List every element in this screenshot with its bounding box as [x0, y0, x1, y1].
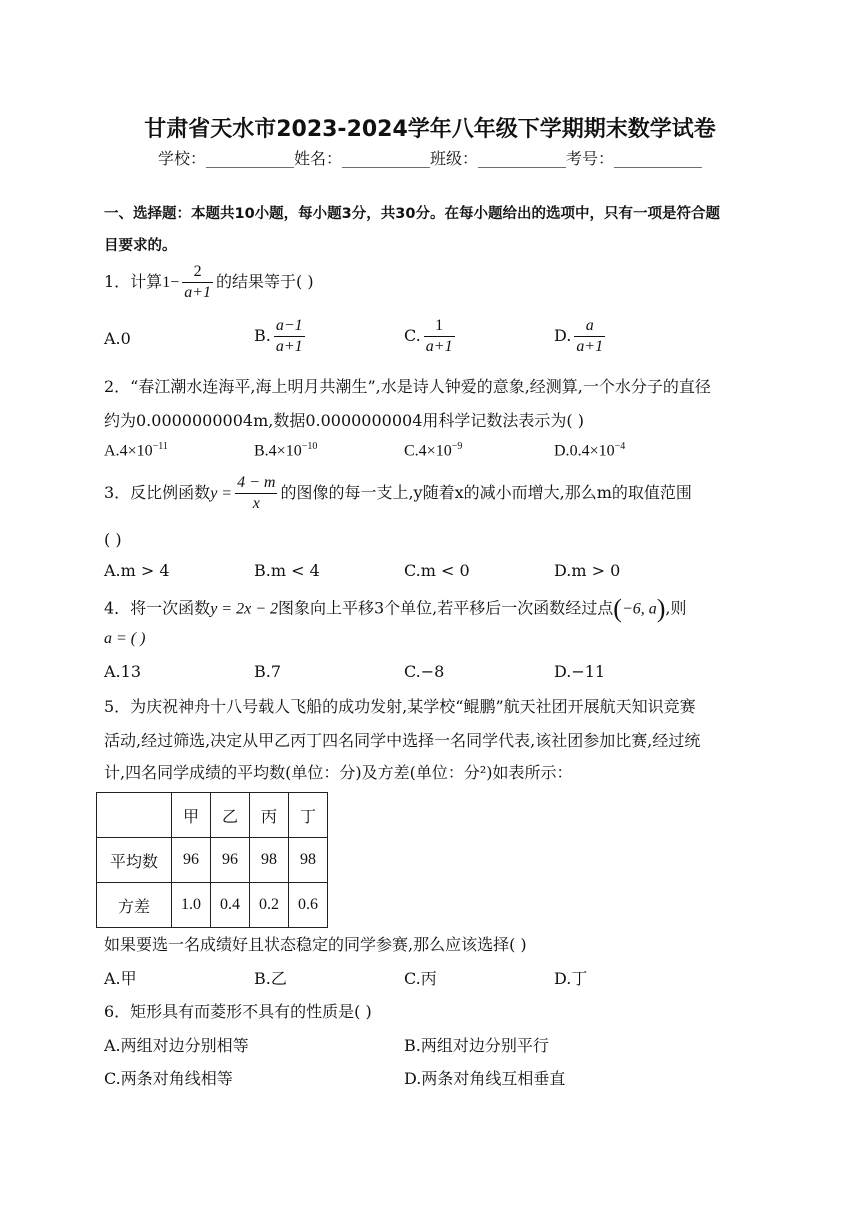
- q2-option-c: [404, 441, 462, 460]
- table-cell: 96: [211, 838, 250, 883]
- table-header-cell: 甲: [172, 793, 211, 838]
- q4-function: y = 2x − 2: [210, 600, 278, 618]
- q3-fraction-num: 4 − m: [235, 473, 277, 494]
- table-header-cell: 丙: [250, 793, 289, 838]
- table-header-row: [97, 793, 328, 838]
- q2-option-c-base: 4×10: [418, 442, 452, 460]
- q2-option-d-exp: −4: [614, 441, 626, 452]
- q2-option-a-exp: −11: [152, 441, 168, 452]
- question-5-prompt: 如果要选一名成绩好且状态稳定的同学参赛,那么应该选择( ): [104, 935, 527, 954]
- q6-option-a: A.两组对边分别相等: [104, 1036, 249, 1055]
- q1-option-d-den: a+1: [576, 338, 604, 355]
- q1-fraction-den: a+1: [184, 284, 212, 301]
- q3-fraction-den: x: [252, 495, 260, 512]
- student-info-line: 学校：___________姓名：___________班级：___________考号：___________: [157, 149, 702, 168]
- q1-option-c-den: a+1: [425, 338, 453, 355]
- section-heading-line1: 一、选择题：本题共10小题，每小题3分，共30分。在每小题给出的选项中，只有一项是符合题: [104, 206, 720, 222]
- q1-option-c: [404, 316, 458, 357]
- q4-suffix: ,则: [665, 598, 687, 618]
- question-5-line3: 计,四名同学成绩的平均数(单位：分)及方差(单位：分²)如表所示：: [104, 763, 573, 782]
- question-3-line2: ( ): [104, 530, 122, 549]
- q1-option-b: [254, 316, 308, 357]
- table-cell: 平均数: [97, 838, 172, 883]
- q1-option-d-num: a: [574, 316, 605, 337]
- q1-option-d: [554, 316, 608, 357]
- q4-option-b: B.7: [254, 662, 282, 681]
- q1-option-c-label: C.: [404, 326, 421, 345]
- q5-option-a: A.甲: [104, 969, 137, 988]
- table-cell: 98: [289, 838, 328, 883]
- q4-option-c: C.−8: [404, 662, 445, 681]
- table-row: [97, 883, 328, 928]
- q3-option-b: B.m < 4: [254, 561, 320, 580]
- q5-option-d: D.丁: [554, 969, 588, 988]
- table-cell: 96: [172, 838, 211, 883]
- question-6: 6．矩形具有而菱形不具有的性质是( ): [104, 1002, 372, 1021]
- q2-option-c-label: C.: [404, 442, 419, 460]
- q2-option-d: [554, 441, 625, 460]
- q2-option-a-label: A.: [104, 442, 120, 460]
- q1-option-c-num: 1: [424, 316, 455, 337]
- question-4-line1: [104, 594, 687, 624]
- q1-one: 1: [162, 274, 171, 291]
- table-cell: 98: [250, 838, 289, 883]
- q1-fraction: [182, 262, 213, 303]
- q3-option-c: C.m < 0: [404, 561, 470, 580]
- q3-option-d: D.m > 0: [554, 561, 621, 580]
- question-4-line2: a = ( ): [104, 630, 146, 647]
- q4-prefix: 4．将一次函数: [104, 598, 211, 618]
- q4-point: −6, a: [621, 600, 657, 618]
- q4-paren-right: ): [656, 594, 666, 623]
- q6-option-c: C.两条对角线相等: [104, 1069, 233, 1088]
- q1-minus: −: [170, 274, 180, 291]
- exam-title: 甘肃省天水市2023-2024学年八年级下学期期末数学试卷: [144, 117, 716, 142]
- q2-option-b-label: B.: [254, 442, 269, 460]
- q2-option-a: [104, 441, 168, 460]
- table-cell: 0.4: [211, 883, 250, 928]
- q2-option-d-label: D.: [554, 442, 570, 460]
- q6-option-d: D.两条对角线互相垂直: [404, 1069, 566, 1088]
- q1-option-c-fraction: [424, 316, 455, 357]
- q2-option-b-base: 4×10: [268, 442, 302, 460]
- q4-middle: 图象向上平移3个单位,若平移后一次函数经过点: [277, 598, 614, 618]
- q5-option-c: C.丙: [404, 969, 437, 988]
- q4-option-d: D.−11: [554, 662, 606, 681]
- q2-option-b: [254, 441, 317, 460]
- q3-fraction: [235, 473, 277, 514]
- table-header-cell: 乙: [211, 793, 250, 838]
- q1-suffix: 的结果等于( ): [216, 272, 314, 291]
- q1-option-d-label: D.: [554, 326, 572, 345]
- q1-option-b-num: a−1: [274, 316, 305, 337]
- question-5-line2: 活动,经过筛选,决定从甲乙丙丁四名同学中选择一名同学代表,该社团参加比赛,经过统: [104, 731, 701, 750]
- q1-option-b-label: B.: [254, 326, 271, 345]
- q2-option-b-exp: −10: [301, 441, 318, 452]
- q3-prefix: 3．反比例函数: [104, 483, 211, 502]
- question-1: [104, 262, 314, 303]
- q4-option-a: A.13: [104, 662, 141, 681]
- table-cell: 0.6: [289, 883, 328, 928]
- q1-fraction-num: 2: [182, 262, 213, 283]
- table-cell: 方差: [97, 883, 172, 928]
- question-3-line1: [104, 473, 692, 514]
- q1-option-b-fraction: [274, 316, 305, 357]
- q3-option-a: A.m > 4: [104, 561, 170, 580]
- question-2-line1: 2．“春江潮水连海平,海上明月共潮生”,水是诗人钟爱的意象,经测算,一个水分子的直径: [104, 377, 711, 396]
- question-5-line1: 5．为庆祝神舟十八号载人飞船的成功发射,某学校“鲲鹏”航天社团开展航天知识竞赛: [104, 697, 696, 716]
- q1-option-d-fraction: [574, 316, 605, 357]
- q5-option-b: B.乙: [254, 969, 287, 988]
- q1-option-b-den: a+1: [275, 338, 303, 355]
- table-header-cell: [97, 793, 172, 838]
- table-header-cell: 丁: [289, 793, 328, 838]
- question-2-line2: 约为0.0000000004m,数据0.0000000004用科学记数法表示为( ): [104, 411, 584, 430]
- q1-prefix: 1．计算: [104, 272, 163, 291]
- section-heading-line2: 目要求的。: [104, 238, 177, 254]
- q4-paren-left: (: [613, 594, 622, 623]
- q6-option-b: B.两组对边分别平行: [404, 1036, 549, 1055]
- table-cell: 1.0: [172, 883, 211, 928]
- q2-option-a-base: 4×10: [119, 442, 153, 460]
- table-row: [97, 838, 328, 883]
- q1-option-a: A.0: [104, 329, 131, 348]
- q2-option-d-base: 0.4×10: [569, 442, 615, 460]
- q3-suffix: 的图像的每一支上,y随着x的减小而增大,那么m的取值范围: [280, 483, 692, 502]
- q3-y-eq: y =: [210, 485, 233, 502]
- q2-option-c-exp: −9: [451, 441, 463, 452]
- table-cell: 0.2: [250, 883, 289, 928]
- score-table: [96, 792, 328, 928]
